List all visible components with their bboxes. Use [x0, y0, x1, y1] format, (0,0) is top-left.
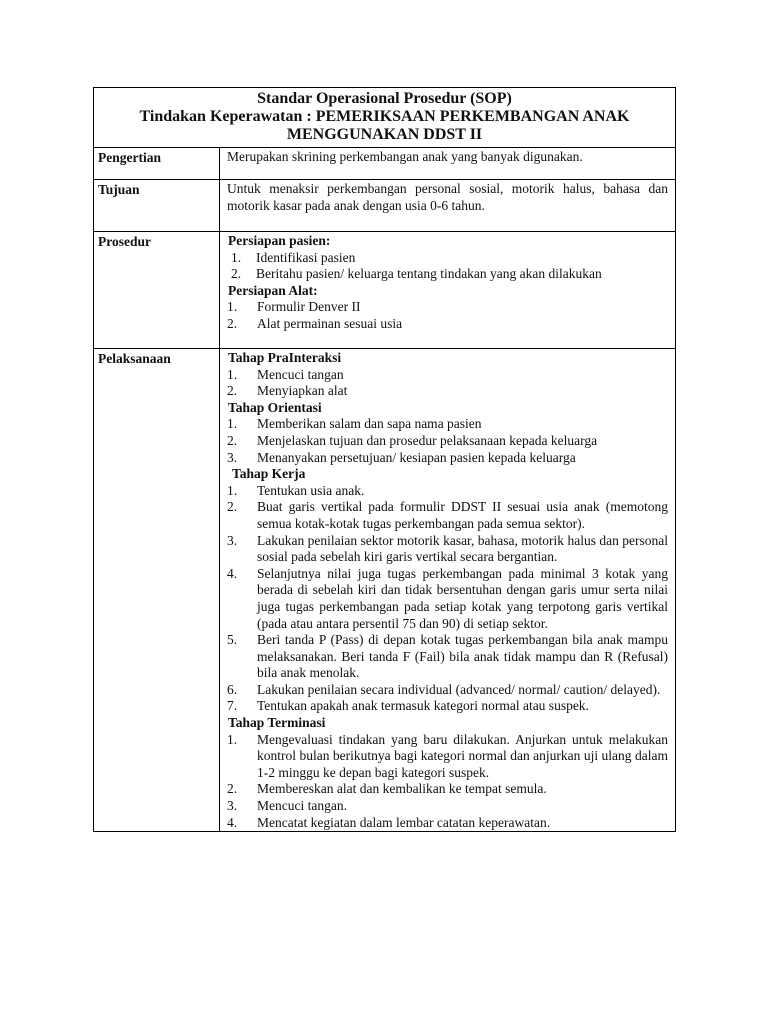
list-item-number: 5. — [227, 632, 238, 648]
list-item-text: Beri tanda P (Pass) di depan kotak tugas perkembangan bila anak mampu melaksanakan. Beri tanda F (Fail) bila anak tidak mampu dan R (Refusal) bila anak menolak. — [257, 632, 668, 681]
list-item — [227, 732, 668, 782]
persiapan-alat-heading: Persiapan Alat: — [228, 282, 318, 298]
list-item-number: 3. — [227, 449, 238, 465]
pelaksanaan-content — [220, 349, 676, 832]
title-line-1: Standar Operasional Prosedur (SOP) — [257, 90, 512, 107]
list-item-text: Membereskan alat dan kembalikan ke tempat semula. — [257, 781, 547, 797]
pelaksanaan-row — [94, 349, 676, 832]
list-item-text: Tentukan usia anak. — [257, 482, 365, 498]
pengertian-text: Merupakan skrining perkembangan anak yang banyak digunakan. — [220, 148, 676, 180]
list-item — [227, 798, 668, 815]
list-item-text: Mencatat kegiatan dalam lembar catatan keperawatan. — [257, 814, 551, 830]
pengertian-row — [94, 148, 676, 180]
list-item-text: Lakukan penilaian sektor motorik kasar, bahasa, motorik halus dan personal sosial pada sebelah kiri garis vertikal secara bergantian. — [257, 532, 668, 565]
tahap-orientasi-heading: Tahap Orientasi — [228, 399, 322, 415]
list-item-number: 2. — [227, 315, 238, 331]
list-item-number: 3. — [227, 532, 238, 548]
list-item — [227, 367, 668, 384]
list-item — [227, 266, 668, 283]
list-item-number: 1. — [227, 731, 238, 747]
list-item-number: 2. — [227, 781, 238, 797]
tahap-kerja-list — [227, 483, 668, 715]
list-item-text: Tentukan apakah anak termasuk kategori normal atau suspek. — [257, 698, 589, 714]
list-item — [227, 566, 668, 632]
list-item-number: 1. — [227, 482, 238, 498]
persiapan-pasien-list — [227, 250, 668, 283]
list-item-number: 2. — [227, 383, 238, 399]
list-item-text: Mencuci tangan — [257, 366, 344, 382]
list-item-text: Mencuci tangan. — [257, 798, 347, 814]
list-item-number: 6. — [227, 681, 238, 697]
tujuan-row — [94, 180, 676, 232]
tujuan-text: Untuk menaksir perkembangan personal sosial, motorik halus, bahasa dan motorik kasar pada anak dengan usia 0-6 tahun. — [220, 180, 676, 232]
tahap-terminasi-list — [227, 732, 668, 832]
list-item — [227, 781, 668, 798]
list-item-text: Beritahu pasien/ keluarga tentang tindakan yang akan dilakukan — [256, 266, 602, 282]
list-item-number: 2. — [227, 432, 238, 448]
list-item — [227, 632, 668, 682]
title-line-3: MENGGUNAKAN DDST II — [286, 126, 483, 143]
tahap-kerja-heading: Tahap Kerja — [232, 466, 306, 482]
list-item — [227, 250, 668, 267]
list-item — [227, 416, 668, 433]
list-item-number: 1. — [227, 416, 238, 432]
persiapan-pasien-heading: Persiapan pasien: — [228, 233, 331, 248]
list-item — [227, 483, 668, 500]
list-item — [227, 682, 668, 699]
prosedur-row — [94, 232, 676, 349]
list-item-number: 7. — [227, 698, 238, 714]
persiapan-alat-list — [227, 299, 668, 332]
list-item — [227, 433, 668, 450]
title-row — [94, 88, 676, 148]
list-item-number: 4. — [227, 565, 238, 581]
list-item — [227, 815, 668, 832]
list-item-text: Formulir Denver II — [257, 299, 361, 315]
tujuan-label: Tujuan — [94, 180, 220, 232]
list-item — [227, 499, 668, 532]
list-item-text: Identifikasi pasien — [256, 249, 356, 265]
list-item-number: 2. — [227, 499, 238, 515]
list-item-text: Alat permainan sesuai usia — [257, 315, 403, 331]
list-item-text: Lakukan penilaian secara individual (advanced/ normal/ caution/ delayed). — [257, 681, 661, 697]
list-item-text: Memberikan salam dan sapa nama pasien — [257, 416, 482, 432]
tahap-terminasi-heading: Tahap Terminasi — [228, 715, 326, 731]
title-line-2: Tindakan Keperawatan : PEMERIKSAAN PERKEMBANGAN ANAK — [139, 108, 630, 125]
list-item-text: Menjelaskan tujuan dan prosedur pelaksanaan kepada keluarga — [257, 432, 598, 448]
pengertian-label: Pengertian — [94, 148, 220, 180]
prosedur-label: Prosedur — [94, 232, 220, 349]
sop-table — [93, 87, 676, 832]
pelaksanaan-label: Pelaksanaan — [94, 349, 220, 832]
tahap-orientasi-list — [227, 416, 668, 466]
list-item — [227, 316, 668, 333]
list-item-text: Buat garis vertikal pada formulir DDST II sesuai usia anak (memotong semua kotak-kotak tugas perkembangan pada semua sektor). — [257, 499, 668, 531]
list-item — [227, 698, 668, 715]
list-item-number: 1. — [227, 366, 238, 382]
list-item-text: Menyiapkan alat — [257, 383, 348, 399]
list-item — [227, 383, 668, 400]
list-item-text: Selanjutnya nilai juga tugas perkembangan pada minimal 3 kotak yang berada di sebelah kiri dan tidak bersentuhan dengan garis umur serta nilai juga tugas perkembangan pada setiap kotak yang terpotong garis vertikal (pada atau antara persentil 75 dan 90) di setiap sektor. — [257, 565, 668, 631]
list-item-text: Mengevaluasi tindakan yang baru dilakukan. Anjurkan untuk melakukan kontrol bulan berikutnya bagi kategori normal dan anjurkan uji ulang dalam 1-2 minggu ke depan bagi kategori suspek. — [257, 731, 668, 780]
tahap-prainteraksi-heading: Tahap PraInteraksi — [228, 350, 342, 365]
title-cell — [94, 88, 676, 148]
list-item — [227, 533, 668, 566]
tahap-prainteraksi-list — [227, 367, 668, 400]
list-item — [227, 450, 668, 467]
list-item-number: 3. — [227, 798, 238, 814]
list-item-number: 1. — [227, 299, 238, 315]
list-item — [227, 299, 668, 316]
prosedur-content — [220, 232, 676, 349]
list-item-number: 1. — [231, 249, 242, 265]
list-item-number: 4. — [227, 814, 238, 830]
list-item-text: Menanyakan persetujuan/ kesiapan pasien kepada keluarga — [257, 449, 576, 465]
list-item-number: 2. — [231, 266, 242, 282]
